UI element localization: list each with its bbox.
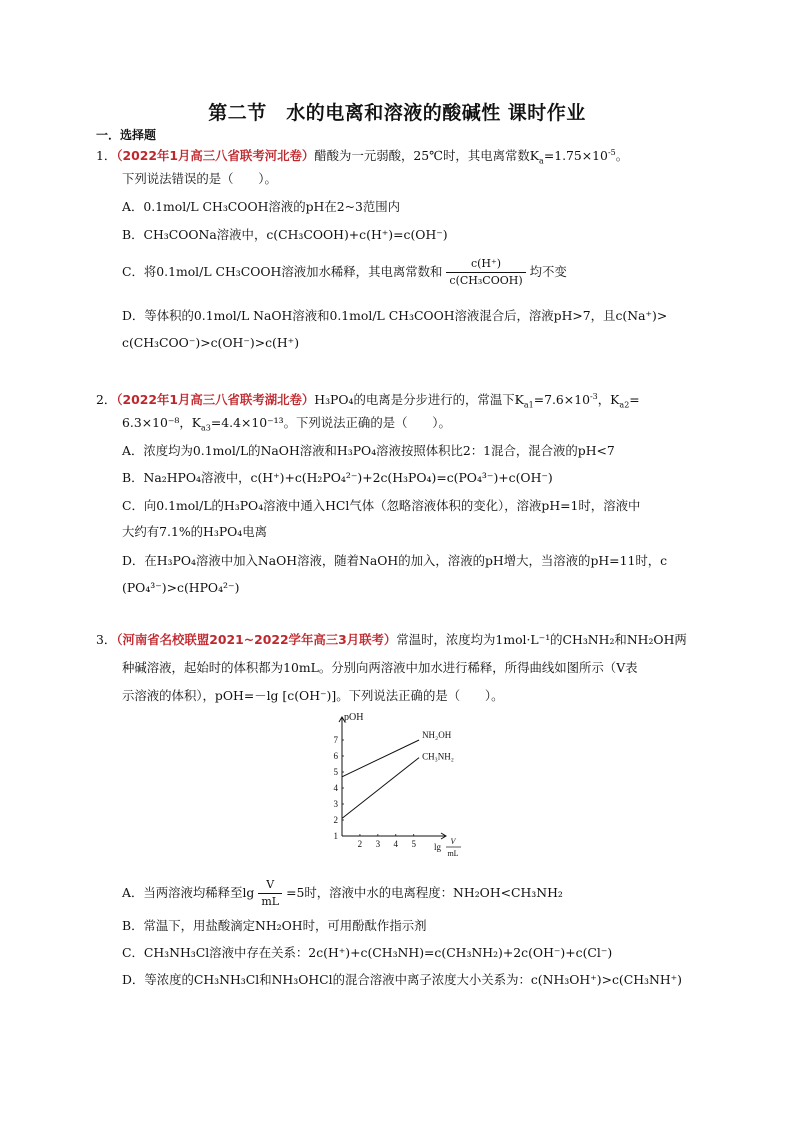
- q1-option-b: B．CH₃COONa溶液中，c(CH₃COOH)+c(H⁺)=c(OH⁻): [122, 227, 448, 242]
- q1-number: 1．: [96, 148, 117, 164]
- x-tick-label: 3: [375, 839, 381, 849]
- q1-stem-b: 下列说法错误的是（ ）。: [122, 171, 277, 186]
- q2-stem2: 6.3×10⁻⁸，K: [122, 415, 202, 430]
- x-tick-label: 4: [393, 839, 399, 849]
- q2-ka2-sub: a2: [619, 400, 630, 410]
- q2-stem-line1: [96, 389, 640, 414]
- q1-stem-a: 醋酸为一元弱酸，25℃时，其电离常数K: [314, 148, 540, 164]
- q2-ka2-eq: =: [629, 392, 640, 408]
- q1-stem-end: 。: [615, 148, 629, 164]
- q1-option-c-pre: C．将0.1mol/L CH₃COOH溶液加水稀释，其电离常数和: [122, 264, 443, 279]
- y-tick-label: 2: [333, 815, 338, 825]
- page-title: 第二节 水的电离和溶液的酸碱性 课时作业: [208, 102, 586, 124]
- q2-option-a: A．浓度均为0.1mol/L的NaOH溶液和H₃PO₄溶液按照体积比2：1混合，混合液的pH<7: [122, 443, 615, 458]
- q1-fraction: [446, 256, 525, 289]
- q3-option-a: [122, 877, 563, 910]
- q2-ka1-exp: -3: [589, 392, 598, 401]
- q3-option-b: B．常温下，用盐酸滴定NH₂OH时，可用酚酞作指示剂: [122, 918, 427, 933]
- q1-stem: [96, 145, 628, 170]
- q2-source: （2022年1月高三八省联考湖北卷）: [116, 392, 315, 408]
- series-label-1: CH₃NH₂: [422, 751, 454, 762]
- q2-stem2-tail: =4.4×10⁻¹³。下列说法正确的是（ ）。: [210, 415, 451, 430]
- y-tick-label: 6: [333, 751, 338, 761]
- q2-ka1-value: =7.6×10: [533, 392, 590, 408]
- q1-ka-exp: -5: [607, 148, 616, 157]
- q2-stem1: H₃PO₄的电离是分步进行的，常温下K: [314, 392, 524, 408]
- q1-source: （2022年1月高三八省联考河北卷）: [116, 148, 315, 164]
- q3-option-a-pre: A．当两溶液均稀释至lg: [122, 885, 255, 900]
- q2-option-d-line2: (PO₄³⁻)>c(HPO₄²⁻): [122, 580, 240, 595]
- q3-stem-line2: 种碱溶液，起始时的体积都为10mL。分别向两溶液中加水进行稀释，所得曲线如图所示（V表: [122, 660, 638, 675]
- q3-option-a-fraction: [258, 877, 282, 910]
- q2-option-d-line1: D．在H₃PO₄溶液中加入NaOH溶液，随着NaOH的加入，溶液的pH增大，当溶液的pH=11时，c: [122, 553, 668, 568]
- y-tick-label: 1: [333, 831, 338, 841]
- q2-option-c-line1: C．向0.1mol/L的H₃PO₄溶液中通入HCl气体（忽略溶液体积的变化），溶液pH=1时，溶液中: [122, 498, 641, 513]
- q1-ka-value: =1.75×10: [543, 148, 608, 164]
- q1-ka-sub: a: [539, 156, 544, 166]
- y-tick-label: 5: [333, 767, 338, 777]
- q1-option-c-post: 均不变: [529, 264, 567, 279]
- q2-stem-line2: [122, 415, 451, 436]
- y-tick-label: 3: [333, 799, 338, 809]
- q1-option-c: [122, 256, 567, 289]
- q3-stem1: 常温时，浓度均为1mol·L⁻¹的CH₃NH₂和NH₂OH两: [396, 632, 687, 647]
- poh-dilution-chart: [322, 710, 472, 865]
- x-axis-label-num: V: [450, 837, 456, 846]
- q1-option-d-line1: D．等体积的0.1mol/L NaOH溶液和0.1mol/L CH₃COOH溶液混合后，溶液pH>7，且c(Na⁺)>: [122, 308, 668, 323]
- q1-option-d-line2: c(CH₃COO⁻)>c(OH⁻)>c(H⁺): [122, 335, 300, 350]
- q3-source: （河南省名校联盟2021~2022学年高三3月联考）: [116, 632, 397, 647]
- q3-stem-line3: 示溶液的体积），pOH=－lg [c(OH⁻)]。下列说法正确的是（ ）。: [122, 688, 504, 703]
- series-line-0: [342, 740, 419, 777]
- q3-option-a-post: =5时，溶液中水的电离程度：NH₂OH<CH₃NH₂: [286, 885, 563, 900]
- q3-option-d: D．等浓度的CH₃NH₃Cl和NH₃OHCl的混合溶液中离子浓度大小关系为：c(NH₃OH⁺)>c(CH₃NH⁺): [122, 972, 683, 987]
- y-tick-label: 4: [333, 783, 338, 793]
- x-tick-label: 2: [357, 839, 363, 849]
- q3-option-a-den: mL: [261, 895, 280, 908]
- y-tick-label: 7: [333, 735, 338, 745]
- series-line-1: [342, 758, 419, 819]
- q1-fraction-num: c(H⁺): [446, 256, 525, 273]
- section-heading: 一．选择题: [96, 128, 157, 142]
- q3-option-c: C．CH₃NH₃Cl溶液中存在关系：2c(H⁺)+c(CH₃NH)=c(CH₃NH₂)+2c(OH⁻)+c(Cl⁻): [122, 945, 613, 960]
- series-label-0: NH₂OH: [422, 730, 452, 740]
- y-axis-label: pOH: [344, 712, 364, 723]
- q1-fraction-den: c(CH₃COOH): [449, 274, 523, 287]
- q3-option-a-num: V: [258, 877, 282, 894]
- x-axis-label-prefix: lg: [434, 842, 442, 852]
- q3-number: 3．: [96, 632, 117, 647]
- q1-option-a: A．0.1mol/L CH₃COOH溶液的pH在2~3范围内: [122, 199, 401, 214]
- q3-stem-line1: [96, 632, 687, 648]
- q2-ka2-label: ，K: [597, 392, 620, 408]
- q2-option-c-line2: 大约有7.1%的H₃PO₄电离: [122, 524, 268, 539]
- x-tick-label: 5: [411, 839, 416, 849]
- q2-ka1-sub: a1: [523, 400, 534, 410]
- q2-option-b: B．Na₂HPO₄溶液中，c(H⁺)+c(H₂PO₄²⁻)+2c(H₃PO₄)=c(PO₄³⁻)+c(OH⁻): [122, 470, 553, 485]
- x-axis-label-den: mL: [447, 849, 459, 858]
- q2-number: 2．: [96, 392, 117, 408]
- q2-ka3-sub: a3: [201, 423, 211, 433]
